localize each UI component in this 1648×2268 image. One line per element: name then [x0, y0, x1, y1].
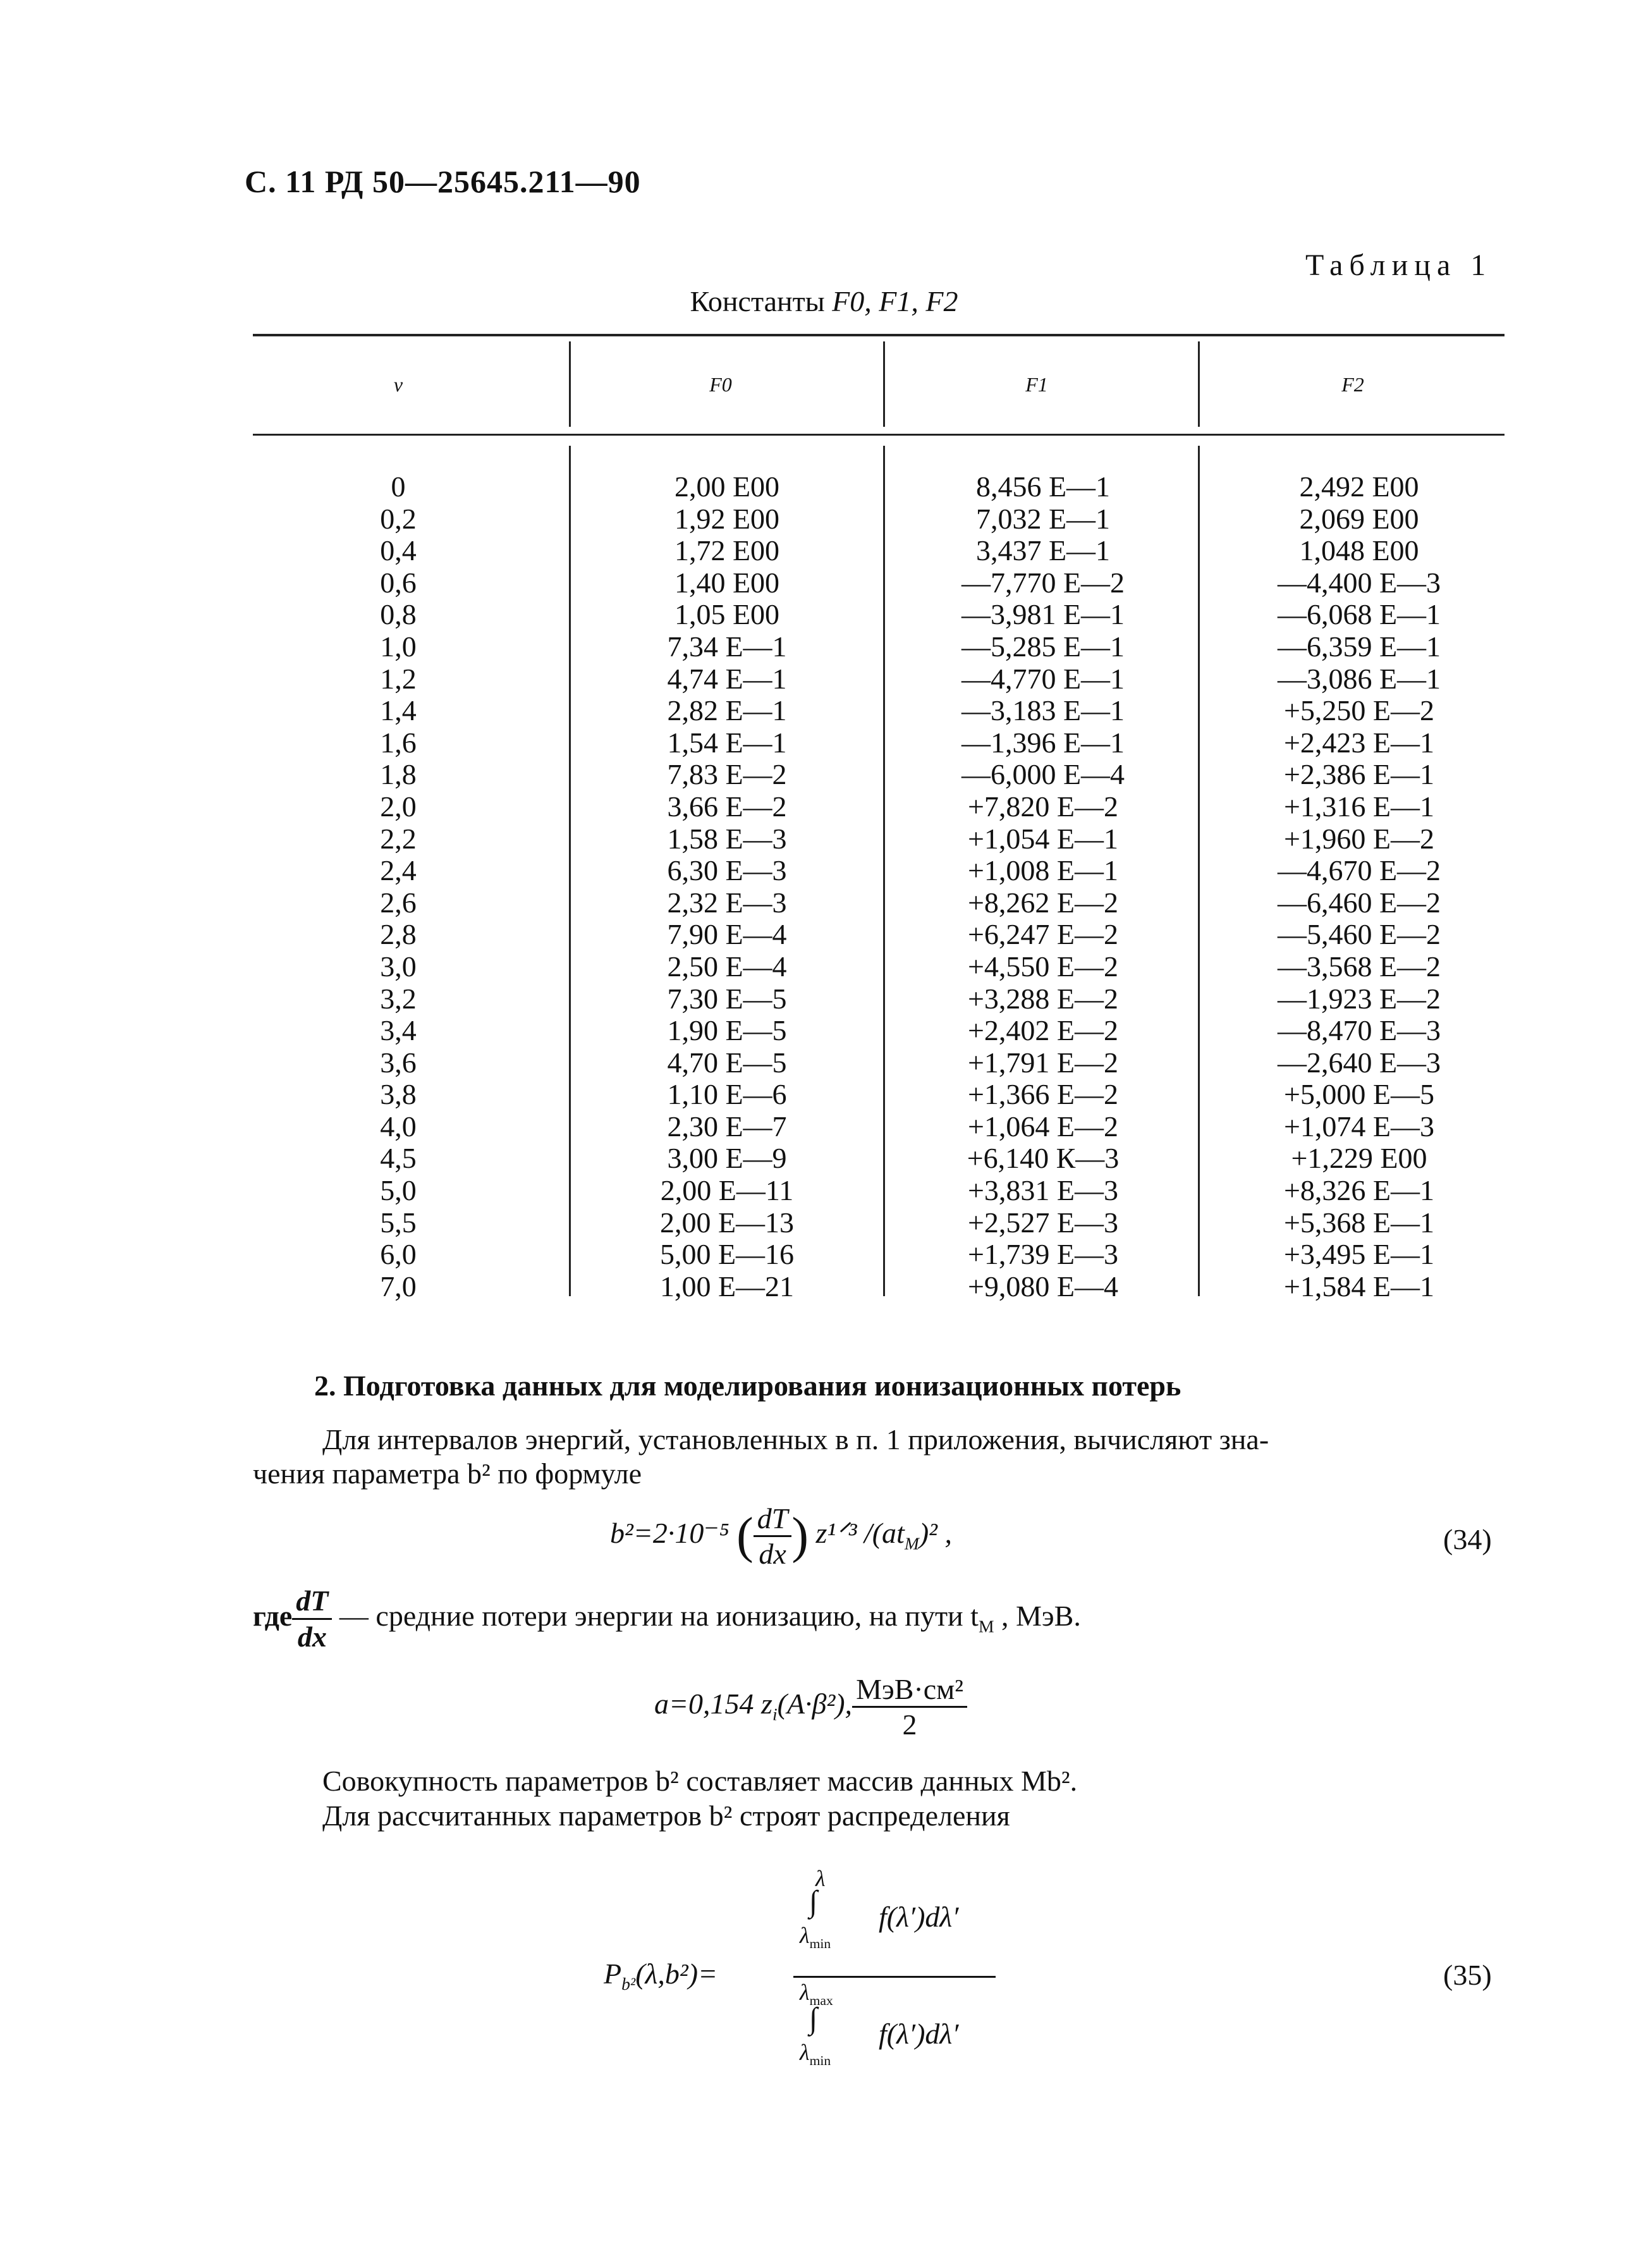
table-title-prefix: Константы: [690, 285, 833, 317]
v-cell: 3,6: [380, 1046, 417, 1079]
f0-cell: 2,32 E—3: [667, 886, 787, 919]
where-clause: [253, 1584, 1081, 1654]
paragraph-1-line-2: чения параметра b² по формуле: [253, 1457, 642, 1490]
f1-cell: +3,831 E—3: [967, 1174, 1119, 1207]
eq34-fraction: [754, 1502, 792, 1571]
table-title: [0, 285, 1648, 318]
where-sub: M: [978, 1616, 994, 1636]
table-header-rule: [253, 434, 1505, 436]
eq34-frac-num: dT: [754, 1502, 792, 1537]
f1-cell: —7,770 E—2: [961, 566, 1125, 599]
f2-cell: 1,048 E00: [1299, 534, 1419, 567]
v-cell: 1,6: [380, 726, 417, 759]
equation-35-number: (35): [1443, 1959, 1492, 1991]
f2-cell: +8,326 E—1: [1283, 1174, 1435, 1207]
col-header-f0: F0: [709, 373, 732, 396]
eq-a-frac-num: МэВ·см²: [852, 1672, 967, 1708]
eq34-frac-den: dx: [759, 1538, 786, 1570]
eq35-num-upper: λ: [815, 1866, 826, 1891]
f0-cell: 2,00 E—13: [659, 1206, 795, 1239]
f1-cell: —1,396 E—1: [961, 726, 1125, 759]
eq-a-mid: (A·β²),: [777, 1688, 853, 1720]
f2-cell: —3,086 E—1: [1277, 662, 1441, 695]
f2-cell: 2,492 E00: [1299, 470, 1419, 503]
f2-cell: —4,670 E—2: [1277, 854, 1441, 887]
f2-cell: +1,074 E—3: [1283, 1110, 1435, 1143]
paragraph-1-line-1: Для интервалов энергий, установленных в п. 1 приложения, вычисляют зна-: [322, 1423, 1269, 1456]
f0-cell: 1,10 E—6: [667, 1078, 787, 1111]
f1-cell: +2,527 E—3: [967, 1206, 1119, 1239]
eq35-num-body: f(λ′)dλ′: [879, 1901, 959, 1933]
f1-cell: +1,054 E—1: [967, 822, 1119, 855]
table-label: Таблица 1: [1305, 248, 1492, 282]
f2-cell: +2,386 E—1: [1283, 758, 1435, 791]
column-f2: [1214, 471, 1505, 1303]
f1-cell: —3,183 E—1: [961, 694, 1125, 727]
f1-cell: +8,262 E—2: [967, 886, 1119, 919]
col-separator-2-body: [883, 446, 885, 1296]
f1-cell: —3,981 E—1: [961, 598, 1125, 631]
f0-cell: 1,00 E—21: [659, 1270, 795, 1303]
f0-cell: 4,70 E—5: [667, 1046, 787, 1079]
v-cell: 0,4: [380, 534, 417, 567]
table-top-rule: [253, 334, 1505, 336]
where-fraction: [292, 1584, 332, 1654]
f1-cell: +3,288 E—2: [967, 982, 1119, 1015]
f1-cell: +1,008 E—1: [967, 854, 1119, 887]
table-title-symbols: F0, F1, F2: [832, 285, 958, 317]
f1-cell: —5,285 E—1: [961, 630, 1125, 663]
f0-cell: 1,72 E00: [674, 534, 780, 567]
f0-cell: 2,30 E—7: [667, 1110, 787, 1143]
f0-cell: 1,54 E—1: [667, 726, 787, 759]
v-cell: 3,8: [380, 1078, 417, 1111]
f0-cell: 1,05 E00: [674, 598, 780, 631]
v-cell: 2,2: [380, 822, 417, 855]
page-header: С. 11 РД 50—25645.211—90: [245, 164, 641, 199]
f0-cell: 2,00 E00: [674, 470, 780, 503]
f0-cell: 1,92 E00: [674, 502, 780, 535]
f2-cell: +5,368 E—1: [1283, 1206, 1435, 1239]
eq34-lhs: b²=2·10⁻⁵: [610, 1517, 729, 1550]
eq35-den-lower: [800, 2039, 831, 2069]
eq35-den-lower-symbol: λ: [800, 2040, 810, 2065]
v-cell: 3,4: [380, 1014, 417, 1047]
f1-cell: 7,032 E—1: [975, 502, 1111, 535]
f2-cell: —8,470 E—3: [1277, 1014, 1441, 1047]
section-title: 2. Подготовка данных для моделирования ионизационных потерь: [314, 1370, 1181, 1402]
v-cell: 1,8: [380, 758, 417, 791]
f0-cell: 2,00 E—11: [660, 1174, 794, 1207]
v-cell: 7,0: [380, 1270, 417, 1303]
eq35-lhs: [604, 1957, 717, 1994]
where-frac-num: dT: [292, 1584, 332, 1620]
f1-cell: +1,064 E—2: [967, 1110, 1119, 1143]
f1-cell: +2,402 E—2: [967, 1014, 1119, 1047]
f0-cell: 7,34 E—1: [667, 630, 787, 663]
v-cell: 5,5: [380, 1206, 417, 1239]
where-text: — средние потери энергии на ионизацию, на пути t: [339, 1600, 979, 1633]
eq34-rhs-sub: M: [904, 1533, 919, 1554]
eq-a-frac-den: 2: [902, 1708, 917, 1741]
v-cell: 0: [391, 470, 406, 503]
f2-cell: —2,640 E—3: [1277, 1046, 1441, 1079]
where-prefix: где: [253, 1600, 293, 1633]
col-header-f2: F2: [1341, 373, 1364, 396]
f0-cell: 1,90 E—5: [667, 1014, 787, 1047]
col-separator-1-body: [569, 446, 571, 1296]
f2-cell: +1,229 E00: [1291, 1142, 1427, 1175]
v-cell: 0,2: [380, 502, 417, 535]
v-cell: 2,8: [380, 918, 417, 951]
equation-34-number: (34): [1443, 1523, 1492, 1555]
eq34-rhs: z¹ᐟ³ /(at: [815, 1517, 905, 1550]
f1-cell: 3,437 E—1: [975, 534, 1111, 567]
f1-cell: +1,366 E—2: [967, 1078, 1119, 1111]
where-frac-den: dx: [297, 1621, 327, 1653]
f1-cell: +9,080 E—4: [967, 1270, 1119, 1303]
col-separator-2: [883, 341, 885, 427]
v-cell: 3,0: [380, 950, 417, 983]
f1-cell: +6,247 E—2: [967, 918, 1119, 951]
v-cell: 4,0: [380, 1110, 417, 1143]
f2-cell: —5,460 E—2: [1277, 918, 1441, 951]
col-separator-1: [569, 341, 571, 427]
f1-cell: —6,000 E—4: [961, 758, 1125, 791]
col-header-v: v: [393, 373, 403, 396]
f0-cell: 2,82 E—1: [667, 694, 787, 727]
equation-34: b²=2·10⁻⁵ ( $\frac{dT}{dx}$ ) z¹ᐟ³ $/(at_M)^2$ ,: [610, 1502, 952, 1570]
f2-cell: +3,495 E—1: [1283, 1238, 1435, 1271]
f1-cell: +1,739 E—3: [967, 1238, 1119, 1271]
column-f1: [898, 471, 1188, 1303]
paragraph-2: Совокупность параметров b² составляет массив данных Mb².: [322, 1765, 1078, 1797]
f0-cell: 2,50 E—4: [667, 950, 787, 983]
v-cell: 1,2: [380, 662, 417, 695]
f0-cell: 3,00 E—9: [667, 1142, 787, 1175]
f2-cell: +5,250 E—2: [1283, 694, 1435, 727]
f1-cell: —4,770 E—1: [961, 662, 1125, 695]
f2-cell: —6,068 E—1: [1277, 598, 1441, 631]
f0-cell: 7,30 E—5: [667, 982, 787, 1015]
eq35-den-lower-sub: min: [809, 2053, 831, 2069]
f0-cell: 5,00 E—16: [659, 1238, 795, 1271]
f2-cell: +1,584 E—1: [1283, 1270, 1435, 1303]
f2-cell: +5,000 E—5: [1283, 1078, 1435, 1111]
f1-cell: +1,791 E—2: [967, 1046, 1119, 1079]
eq35-num-lower-symbol: λ: [800, 1923, 810, 1948]
eq35-num-integral: ∫: [809, 1885, 818, 1918]
column-v: [354, 471, 443, 1303]
f2-cell: 2,069 E00: [1299, 502, 1419, 535]
v-cell: 2,4: [380, 854, 417, 887]
eq35-den-upper-sub: max: [809, 1993, 833, 2009]
eq35-lhs-args: (λ,b²)=: [635, 1958, 718, 1990]
f2-cell: +2,423 E—1: [1283, 726, 1435, 759]
f2-cell: —6,359 E—1: [1277, 630, 1441, 663]
v-cell: 2,0: [380, 790, 417, 823]
where-unit: , МэВ.: [1001, 1600, 1081, 1633]
f0-cell: 3,66 E—2: [667, 790, 787, 823]
col-separator-3-body: [1198, 446, 1200, 1296]
eq35-den-body: f(λ′)dλ′: [879, 2018, 959, 2050]
v-cell: 1,0: [380, 630, 417, 663]
f2-cell: —4,400 E—3: [1277, 566, 1441, 599]
f2-cell: +1,316 E—1: [1283, 790, 1435, 823]
v-cell: 2,6: [380, 886, 417, 919]
f1-cell: 8,456 E—1: [975, 470, 1111, 503]
f0-cell: 7,83 E—2: [667, 758, 787, 791]
column-f0: [594, 471, 860, 1303]
eq35-lhs-sub: b²: [621, 1974, 636, 1994]
f1-cell: +4,550 E—2: [967, 950, 1119, 983]
eq35-den-upper-symbol: λ: [800, 1980, 810, 2005]
f2-cell: —6,460 E—2: [1277, 886, 1441, 919]
eq-a-lhs: a=0,154 z: [654, 1688, 772, 1720]
f0-cell: 4,74 E—1: [667, 662, 787, 695]
equation-35: [604, 1866, 1065, 2080]
f2-cell: —1,923 E—2: [1277, 982, 1441, 1015]
v-cell: 3,2: [380, 982, 417, 1015]
f0-cell: 1,40 E00: [674, 566, 780, 599]
eq35-den-integral: ∫: [809, 2002, 818, 2035]
eq35-fraction-bar: [793, 1976, 996, 1978]
equation-a: [654, 1672, 967, 1741]
v-cell: 5,0: [380, 1174, 417, 1207]
col-separator-3: [1198, 341, 1200, 427]
v-cell: 6,0: [380, 1238, 417, 1271]
f2-cell: +1,960 E—2: [1283, 822, 1435, 855]
paragraph-3: Для рассчитанных параметров b² строят распределения: [322, 1799, 1010, 1832]
f2-cell: —3,568 E—2: [1277, 950, 1441, 983]
eq-a-lhs-sub: i: [772, 1704, 778, 1724]
v-cell: 0,6: [380, 566, 417, 599]
eq35-num-lower-sub: min: [809, 1936, 831, 1952]
f1-cell: +6,140 К—3: [967, 1142, 1120, 1175]
v-cell: 0,8: [380, 598, 417, 631]
eq34-rhs-end: )² ,: [919, 1517, 952, 1550]
f0-cell: 7,90 E—4: [667, 918, 787, 951]
f0-cell: 6,30 E—3: [667, 854, 787, 887]
eq-a-fraction: [852, 1672, 967, 1741]
col-header-f1: F1: [1025, 373, 1048, 396]
f0-cell: 1,58 E—3: [667, 822, 787, 855]
v-cell: 4,5: [380, 1142, 417, 1175]
eq35-lhs-symbol: P: [604, 1958, 622, 1990]
f1-cell: +7,820 E—2: [967, 790, 1119, 823]
v-cell: 1,4: [380, 694, 417, 727]
eq35-num-lower: [800, 1922, 831, 1952]
